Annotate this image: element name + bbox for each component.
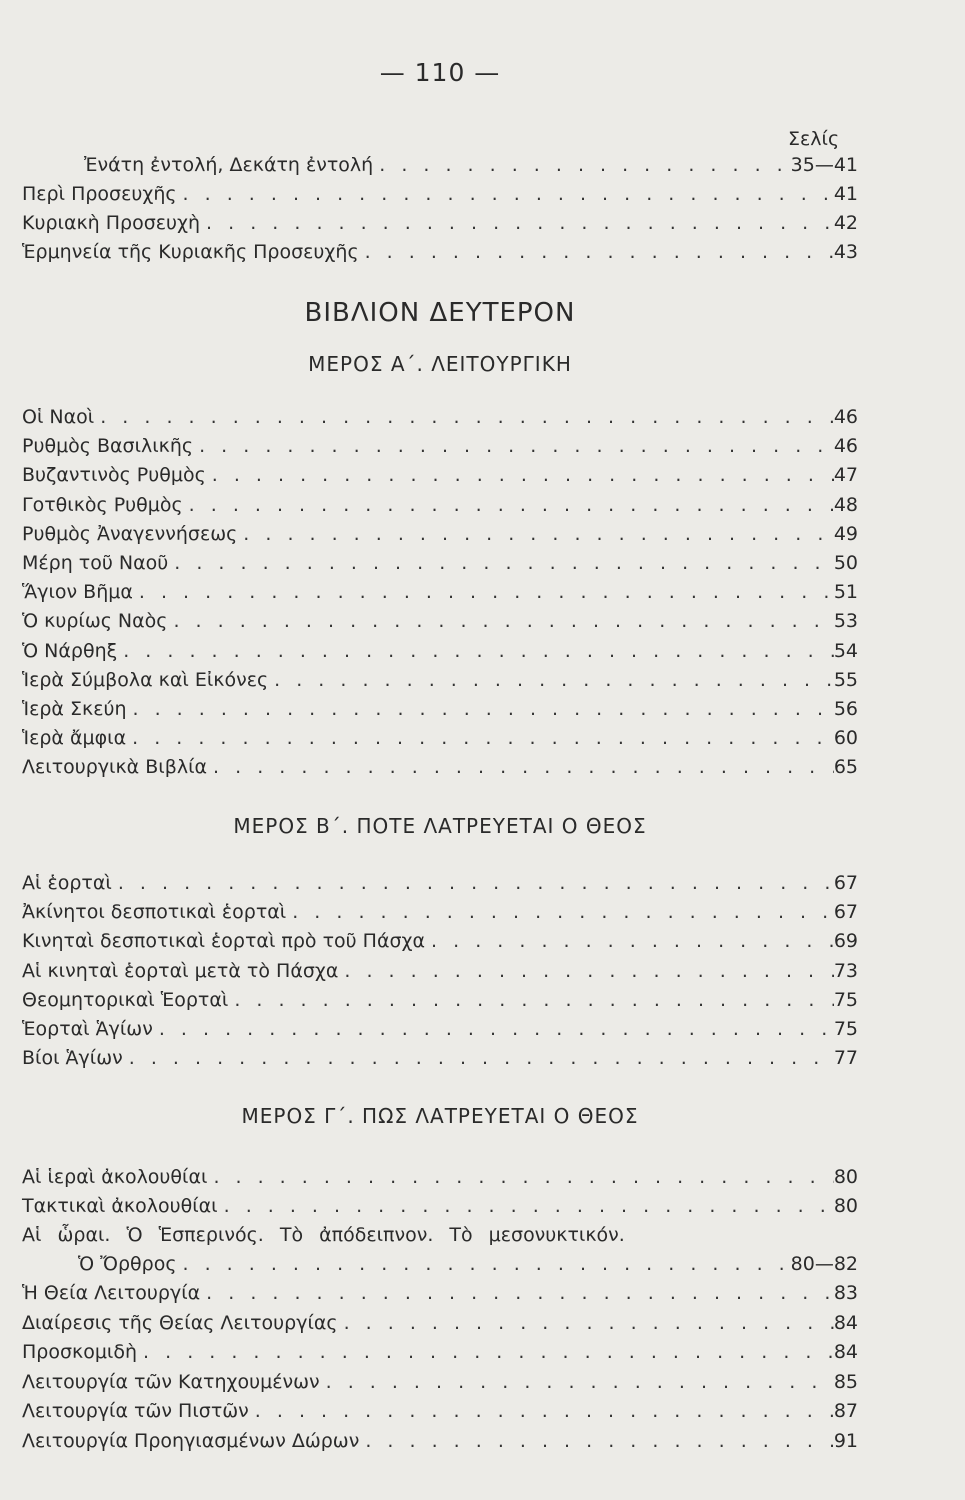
toc-entry-title: Ἡ Θεία Λειτουργία [22, 1282, 201, 1304]
toc-entry-page: 80 [833, 1195, 858, 1218]
toc-entry [22, 661, 858, 691]
dot-leader [200, 1282, 834, 1304]
toc-entry-page: 77 [833, 1047, 858, 1070]
dot-leader [177, 1253, 791, 1275]
toc-entry [22, 981, 858, 1011]
toc-entry [22, 952, 858, 982]
toc-entry-page: 55 [833, 668, 858, 691]
toc-entry [22, 544, 858, 574]
toc-entry-page: 67 [833, 901, 858, 924]
toc-entry [22, 690, 858, 720]
dot-leader [133, 581, 834, 603]
toc-entry-page: 49 [833, 522, 858, 545]
toc-entry-page: 41 [833, 183, 858, 205]
toc-entry-page: 51 [833, 581, 858, 604]
toc-entry [22, 486, 858, 516]
toc-entry [22, 1422, 858, 1452]
part-b-title: ΜΕΡΟΣ Β΄. ΠΟΤΕ ΛΑΤΡΕΥΕΤΑΙ Ο ΘΕΟΣ [233, 814, 647, 838]
toc-entry-title: Θεομητορικαὶ Ἑορταὶ [22, 988, 229, 1011]
toc-entry-title: Ὁ κυρίως Ναὸς [22, 610, 168, 633]
page-number: — 110 — [379, 58, 501, 87]
dot-leader [112, 872, 834, 894]
toc-entry-title: Ἱερὰ Σκεύη [22, 698, 127, 720]
column-header: Σελίς [788, 128, 840, 150]
toc-entry [22, 632, 858, 662]
dot-leader [167, 610, 833, 632]
dot-leader [249, 1400, 834, 1422]
dot-leader [126, 727, 834, 749]
toc-entry-title: Γοτθικὸς Ρυθμὸς [22, 493, 183, 516]
toc-entry-page: 50 [833, 552, 858, 574]
part-a-title: ΜΕΡΟΣ Α΄. ΛΕΙΤΟΥΡΓΙΚΗ [308, 352, 572, 376]
toc-entry-page: 83 [833, 1282, 858, 1304]
dot-leader [193, 435, 834, 457]
toc-entry-page: 87 [833, 1400, 858, 1422]
toc-entry-title: Βίοι Ἁγίων [22, 1047, 123, 1070]
toc-entry-page: 43 [833, 241, 858, 263]
dot-leader [94, 406, 834, 428]
dot-leader [207, 1166, 833, 1188]
toc-entry-title: Λειτουργικὰ Βιβλία [22, 756, 208, 779]
toc-entry-page: 46 [833, 406, 858, 428]
toc-entry-title: Ἅγιον Βῆμα [22, 581, 133, 604]
toc-entry-title: Κινηταὶ δεσποτικαὶ ἑορταὶ πρὸ τοῦ Πάσχα [22, 930, 426, 953]
dot-leader [425, 930, 834, 952]
dot-leader [127, 698, 834, 720]
toc-entry [22, 1304, 858, 1334]
dot-leader [286, 901, 834, 923]
toc-entry-page: 75 [833, 1018, 858, 1040]
toc-entry-title: Τακτικαὶ ἀκολουθίαι [22, 1195, 218, 1218]
dot-leader [177, 183, 834, 205]
dot-leader [320, 1371, 834, 1393]
toc-entry-title: Διαίρεσις τῆς Θείας Λειτουργίας [22, 1311, 338, 1334]
toc-entry [22, 1187, 858, 1217]
toc-entry-title: Περὶ Προσευχῆς [22, 183, 177, 205]
toc-entry-title: Αἱ κινηταὶ ἑορταὶ μετὰ τὸ Πάσχα [22, 959, 339, 982]
toc-entry [22, 922, 858, 952]
toc-entry-title: Ρυθμὸς Ἀναγεννήσεως [22, 522, 238, 545]
toc-entry-page: 80—82 [790, 1253, 858, 1275]
toc-entry [22, 893, 858, 923]
dot-leader [218, 1195, 834, 1217]
toc-entry-title: Μέρη τοῦ Ναοῦ [22, 552, 169, 574]
toc-entry-page: 60 [833, 727, 858, 750]
dot-leader [359, 241, 834, 263]
toc-entry-page: 84 [833, 1341, 858, 1363]
toc-entry [22, 748, 858, 778]
toc-entry [22, 864, 858, 894]
toc-entry-page: 35—41 [790, 154, 858, 176]
toc-entry-page: 42 [833, 212, 858, 234]
toc-entry-page: 67 [833, 872, 858, 894]
toc-entry [22, 573, 858, 603]
toc-entry [22, 1392, 858, 1422]
dot-leader [373, 154, 790, 176]
toc-entry-title: Ἐνάτη ἐντολή, Δεκάτη ἐντολή [84, 154, 374, 176]
dot-leader [183, 494, 834, 516]
toc-entry [22, 175, 858, 205]
toc-entry-page: 65 [833, 756, 858, 779]
toc-entry [22, 1274, 858, 1304]
toc-entry [78, 1245, 858, 1275]
dot-leader [268, 669, 834, 691]
toc-entry [22, 515, 858, 545]
toc-entry [22, 427, 858, 457]
toc-entry-title: Ὁ Νάρθηξ [22, 639, 118, 662]
toc-entry-page: 46 [833, 435, 858, 458]
toc-entry [22, 398, 858, 428]
toc-entry-title: Βυζαντινὸς Ρυθμὸς [22, 464, 206, 487]
toc-entry-title: Ἑορταὶ Ἁγίων [22, 1018, 153, 1040]
part-c-title: ΜΕΡΟΣ Γ΄. ΠΩΣ ΛΑΤΡΕΥΕΤΑΙ Ο ΘΕΟΣ [241, 1104, 639, 1128]
dot-leader [206, 464, 834, 486]
toc-entry [22, 602, 858, 632]
toc-entry-page: 91 [833, 1429, 858, 1452]
dot-leader [359, 1430, 833, 1452]
dot-leader [137, 1341, 834, 1363]
toc-entry-title: Κυριακὴ Προσευχὴ [22, 212, 201, 234]
toc-entry-page: 85 [833, 1370, 858, 1393]
toc-entry-title: Ρυθμὸς Βασιλικῆς [22, 435, 194, 458]
toc-entry-title: Οἱ Ναοὶ [22, 406, 95, 428]
toc-entry [22, 1010, 858, 1040]
toc-entry-title: Ἑρμηνεία τῆς Κυριακῆς Προσευχῆς [22, 241, 359, 263]
toc-entry-title: Αἱ ὧραι. Ὁ Ἑσπερινός. Τὸ ἀπόδειπνον. Τὸ μεσονυκτικόν. [22, 1224, 625, 1246]
toc-entry-page: 80 [833, 1166, 858, 1188]
toc-entry-wrapped-line [22, 1216, 858, 1246]
dot-leader [200, 212, 834, 234]
toc-entry-title: Λειτουργία τῶν Κατηχουμένων [22, 1370, 320, 1393]
toc-entry-title: Προσκομιδὴ [22, 1341, 138, 1363]
toc-entry-page: 47 [833, 464, 858, 487]
toc-entry [84, 146, 858, 176]
toc-entry-page: 75 [833, 988, 858, 1011]
toc-entry-title: Αἱ ἱεραὶ ἀκολουθίαι [22, 1166, 208, 1188]
toc-entry-page: 56 [833, 698, 858, 720]
toc-entry-page: 69 [833, 930, 858, 953]
toc-entry-title: Ἱερὰ Σύμβολα καὶ Εἰκόνες [22, 668, 269, 691]
dot-leader [338, 960, 833, 982]
dot-leader [117, 640, 834, 662]
toc-entry-title: Λειτουργία τῶν Πιστῶν [22, 1400, 249, 1422]
dot-leader [153, 1018, 834, 1040]
toc-entry [22, 233, 858, 263]
dot-leader [237, 523, 834, 545]
toc-entry-page: 54 [833, 639, 858, 662]
toc-entry [22, 456, 858, 486]
dot-leader [228, 989, 834, 1011]
toc-entry-title: Αἱ ἑορταὶ [22, 872, 112, 894]
dot-leader [338, 1312, 834, 1334]
dot-leader [123, 1047, 834, 1069]
toc-entry [22, 1039, 858, 1069]
dot-leader [207, 756, 834, 778]
toc-entry [22, 1363, 858, 1393]
toc-entry [22, 1333, 858, 1363]
toc-entry-title: Ὁ Ὄρθρος [78, 1253, 177, 1275]
toc-entry-title: Λειτουργία Προηγιασμένων Δώρων [22, 1429, 360, 1452]
toc-entry [22, 719, 858, 749]
book-title: ΒΙΒΛΙΟΝ ΔΕΥΤΕΡΟΝ [304, 298, 576, 328]
toc-entry-page: 84 [833, 1311, 858, 1334]
toc-entry-page: 48 [833, 493, 858, 516]
toc-entry-page: 73 [833, 959, 858, 982]
toc-entry-page: 53 [833, 610, 858, 633]
toc-entry-title: Ἱερὰ ἄμφια [22, 727, 127, 750]
dot-leader [168, 552, 834, 574]
toc-entry [22, 1158, 858, 1188]
toc-entry-title: Ἀκίνητοι δεσποτικαὶ ἑορταὶ [22, 901, 287, 924]
toc-entry [22, 204, 858, 234]
